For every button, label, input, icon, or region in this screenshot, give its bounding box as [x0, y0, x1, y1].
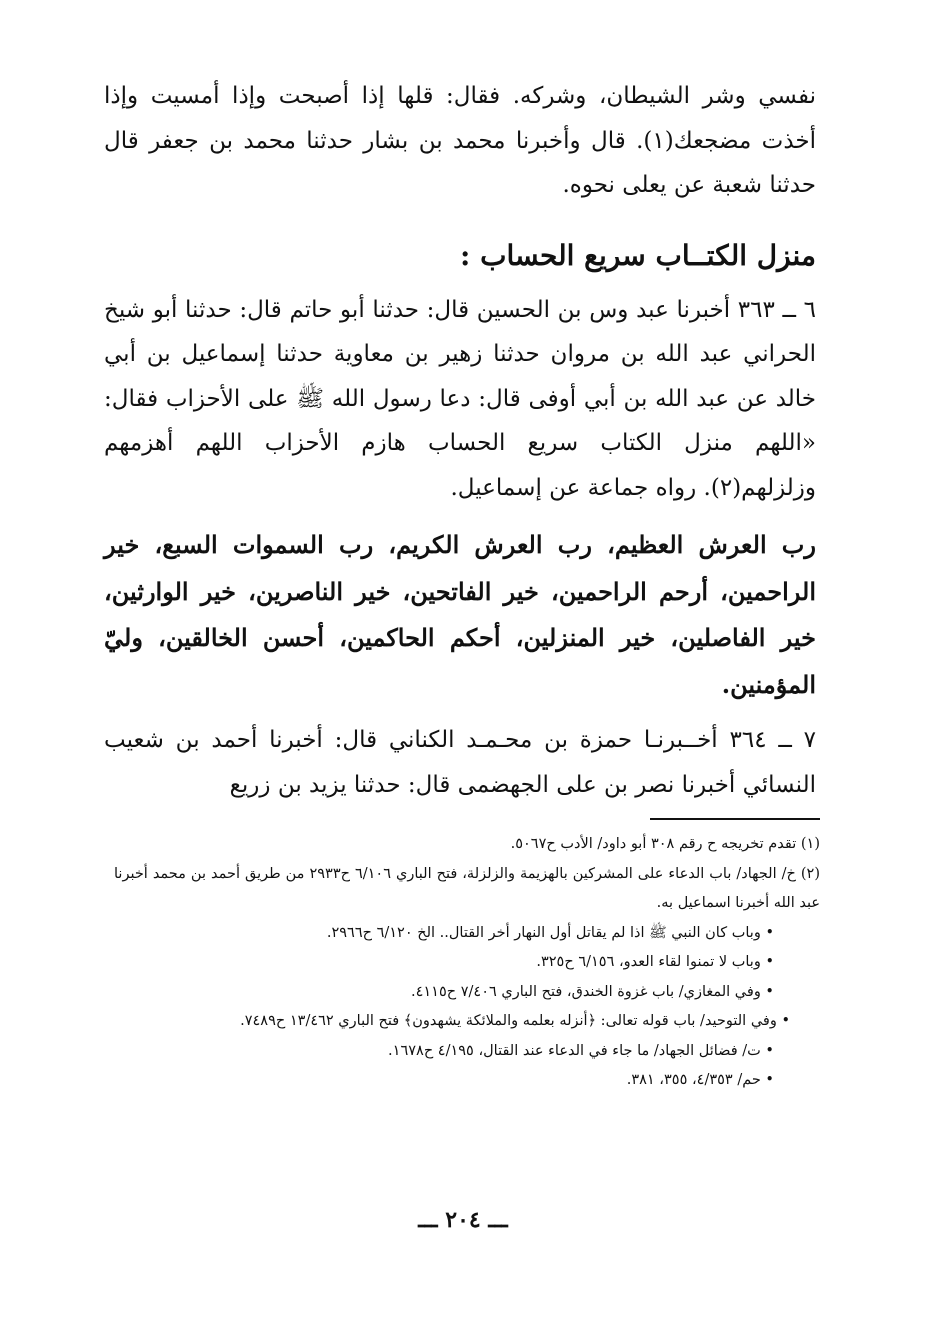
- footnotes: [114, 830, 820, 1096]
- page-number: ـــ ٢٠٤ ـــ: [418, 1207, 508, 1233]
- main-text: [104, 74, 816, 807]
- footnote-bullet: • وفي المغازي/ باب غزوة الخندق، فتح الباري ٧/٤٠٦ ح٤١١٥.: [411, 983, 774, 1000]
- footnote-1: (١) تقدم تخريجه ح رقم ٣٠٨ أبو داود/ الأدب ح٥٠٦٧.: [510, 836, 820, 852]
- divine-names-paragraph: رب العرش العظيم، رب العرش الكريم، رب السموات السبع، خير الراحمين، أرحم الراحمين، خير الفاتحين، خير الناصرين، خير الوارثين، خير الفاصلين، خير المنزلين، أحكم الحاكمين، أحسن الخالقين، وليّ المؤمنين.: [104, 530, 816, 699]
- footnote-bullet: • ت/ فضائل الجهاد/ ما جاء في الدعاء عند القتال، ٤/١٩٥ ح١٦٧٨.: [388, 1042, 774, 1059]
- section-heading: منزل الكتــاب سريع الحساب :: [460, 238, 816, 272]
- footnote-bullet: • حم/ ٤/٣٥٣، ٣٥٥، ٣٨١.: [626, 1072, 774, 1088]
- footnote-bullet: • وباب كان النبي ﷺ اذا لم يقاتل أول النهار أخر القتال.. الخ ٦/١٢٠ ح٢٩٦٦.: [326, 924, 774, 941]
- footnote-2: (٢) خ/ الجهاد/ باب الدعاء على المشركين بالهزيمة والزلزلة، فتح الباري ٦/١٠٦ ح٢٩٣٣ من طريق أحمد بن محمد أخبرنا عبد الله أخبرنا اسماعيل به.: [114, 865, 820, 911]
- footnote-bullet: • وفي التوحيد/ باب قوله تعالى: ﴿أنزله بعلمه والملائكة يشهدون﴾ فتح الباري ١٣/٤٦٢ ح٧٤٨٩.: [240, 1013, 790, 1029]
- hadith-364-paragraph: ٧ ــ ٣٦٤ أخــبرنـا حمزة بن محـمـد الكناني قال: أخبرنا أحمد بن شعيب النسائي أخبرنا نصر بن على الجهضمى قال: حدثنا يزيد بن زريع: [104, 727, 816, 798]
- intro-paragraph: نفسي وشر الشيطان، وشركه. فقال: قلها إذا أصبحت وإذا أمسيت وإذا أخذت مضجعك(١). قال وأخبرنا محمد بن بشار حدثنا محمد بن جعفر قال حدثنا شعبة عن يعلى نحوه.: [104, 83, 817, 198]
- footnote-bullet: • وباب لا تمنوا لقاء العدو، ٦/١٥٦ ح٣٢٥.: [536, 954, 774, 970]
- hadith-363-paragraph: ٦ ــ ٣٦٣ أخبرنا عبد وس بن الحسين قال: حدثنا أبو حاتم قال: حدثنا أبو شيخ الحراني عبد الله بن مروان حدثنا زهير بن معاوية حدثنا إسماعيل بن أبي خالد عن عبد الله بن أبي أوفى قال: دعا رسول الله ﷺ على الأحزاب فقال: «اللهم منزل الكتاب سريع الحساب هازم الأحزاب اللهم أهزمهم وزلزلهم(٢). رواه جماعة عن إسماعيل.: [104, 296, 816, 501]
- footnote-separator: [650, 818, 820, 820]
